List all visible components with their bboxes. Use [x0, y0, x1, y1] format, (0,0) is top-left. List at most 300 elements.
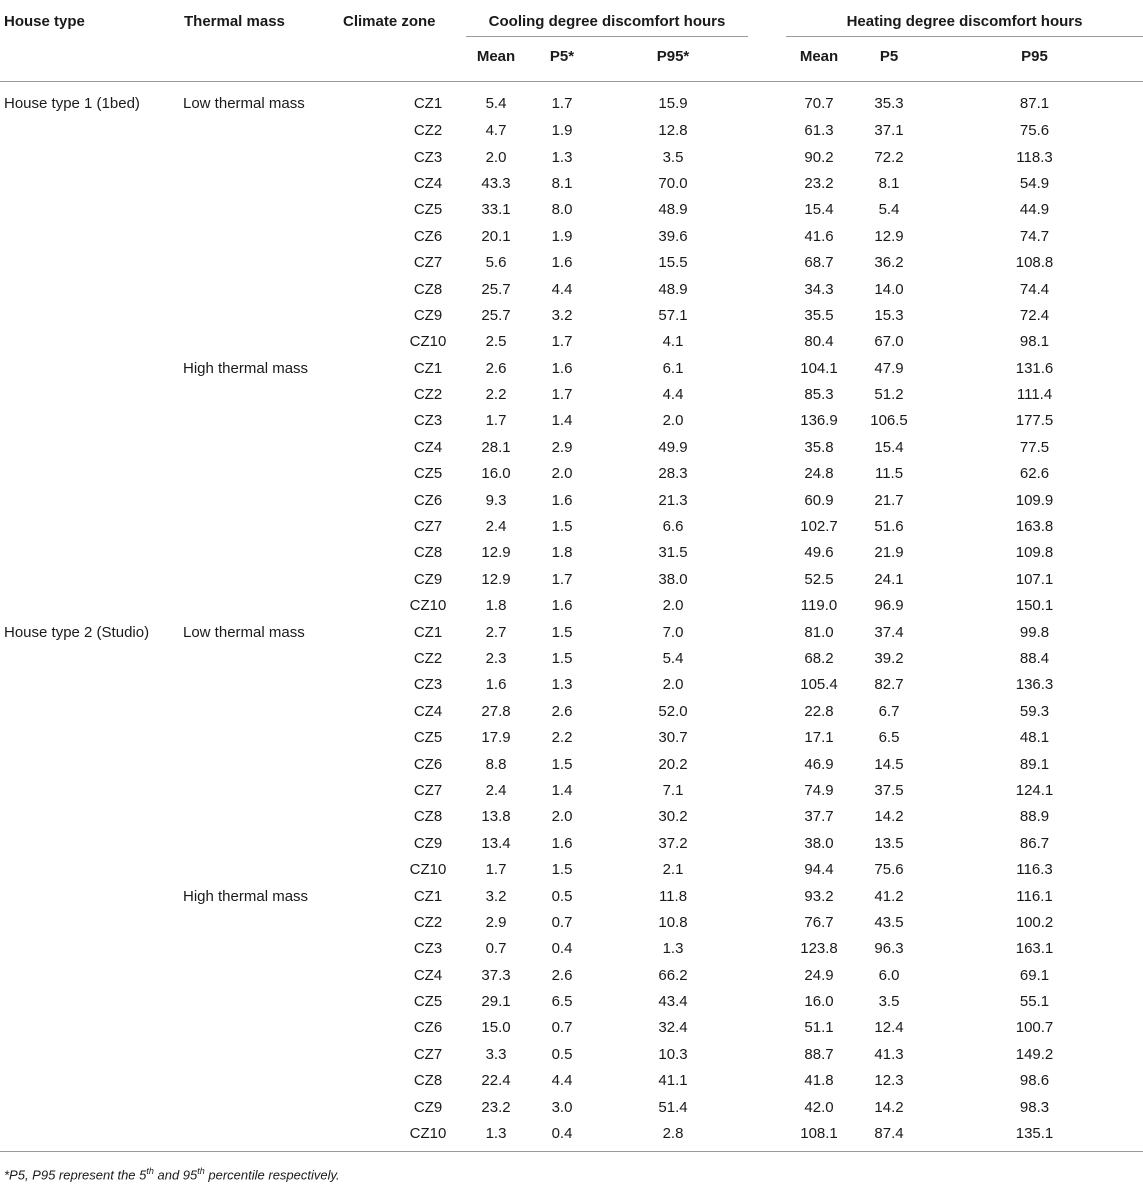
cell-gap: [748, 962, 786, 988]
cell-heating-p95: 100.7: [1015, 1019, 1054, 1037]
cell-cooling-p5: 1.6: [551, 597, 573, 615]
cell-heating-p5: 8.1: [878, 174, 900, 192]
cell-cooling-mean: 2.0: [485, 148, 507, 166]
table-row: [0, 698, 1143, 724]
cell-climate-zone: CZ3: [413, 676, 443, 694]
table-row: [0, 170, 1143, 196]
cell-cooling-p95: 2.0: [662, 412, 684, 430]
cell-thermal-mass: [180, 434, 340, 460]
cell-heating-p95: 118.3: [1016, 148, 1053, 166]
table-row: [0, 777, 1143, 803]
cell-cooling-p5: 4.4: [551, 1072, 573, 1090]
cell-heating-mean: 104.1: [800, 359, 838, 377]
table-row: [0, 856, 1143, 882]
cell-cooling-p5: 0.4: [551, 940, 573, 958]
cell-climate-zone: CZ4: [413, 702, 443, 720]
header-climate-zone: Climate zone: [343, 13, 436, 30]
cell-heating-p95: 99.8: [1019, 623, 1050, 641]
cell-heating-p5: 12.4: [874, 1019, 904, 1037]
cell-gap: [748, 81, 786, 118]
cell-house-type: [0, 487, 180, 513]
cell-cooling-p95: 66.2: [658, 966, 688, 984]
cell-thermal-mass: [180, 830, 340, 856]
cell-heating-mean: 15.4: [804, 201, 834, 219]
cell-cooling-p95: 28.3: [658, 465, 688, 483]
cell-cooling-p95: 31.5: [658, 544, 688, 562]
cell-gap: [748, 197, 786, 223]
cell-climate-zone: CZ8: [413, 280, 443, 298]
cell-heating-p5: 14.2: [874, 1098, 904, 1116]
cell-heating-p95: 62.6: [1019, 465, 1050, 483]
cell-cooling-mean: 1.3: [466, 1120, 526, 1151]
cell-cooling-p95: 48.9: [658, 280, 688, 298]
header-gap: [748, 0, 786, 38]
header-cooling-group: [466, 0, 748, 38]
cell-cooling-p95: 1.3: [662, 940, 684, 958]
cell-heating-mean: 61.3: [804, 122, 834, 140]
cell-cooling-p5: 1.7: [551, 386, 573, 404]
cell-cooling-p5: 1.5: [551, 861, 573, 879]
cell-heating-p95: 74.7: [1019, 227, 1050, 245]
cell-gap: [748, 381, 786, 407]
cell-heating-p5: 36.2: [874, 254, 904, 272]
cell-heating-mean: 80.4: [804, 333, 834, 351]
table-row: [0, 672, 1143, 698]
cell-heating-p5: 21.9: [874, 544, 904, 562]
cell-heating-p5: 39.2: [874, 650, 904, 667]
cell-heating-mean: 119.0: [800, 597, 838, 615]
cell-house-type: [0, 170, 180, 196]
footnote-sup-2: th: [197, 1165, 205, 1176]
cell-gap: [748, 777, 786, 803]
footnote-middle: and 95: [153, 1167, 198, 1183]
cell-heating-mean: 23.2: [804, 174, 834, 192]
cell-heating-p95: 44.9: [1019, 201, 1050, 219]
cell-heating-mean: 102.7: [800, 518, 838, 536]
cell-cooling-mean: 1.7: [485, 861, 507, 879]
cell-heating-p5: 6.0: [878, 966, 900, 984]
cell-thermal-mass: [180, 804, 340, 830]
cell-climate-zone: CZ6: [413, 1019, 443, 1037]
table-row: [0, 249, 1143, 275]
cell-cooling-p5: 0.4: [526, 1120, 598, 1151]
cell-heating-p95: 136.3: [1015, 676, 1054, 694]
cell-house-type: [0, 540, 180, 566]
cell-cooling-mean: 2.7: [485, 623, 507, 641]
cell-thermal-mass: [180, 223, 340, 249]
header-cooling-group-label: Cooling degree discomfort hours: [466, 13, 748, 37]
cell-heating-mean: 34.3: [804, 280, 834, 298]
cell-heating-p5: 82.7: [874, 676, 904, 694]
cell-gap: [748, 593, 786, 619]
cell-heating-mean: 46.9: [804, 755, 834, 773]
cell-gap: [748, 461, 786, 487]
cell-heating-mean: 24.8: [804, 465, 834, 483]
cell-climate-zone: CZ1: [413, 359, 443, 377]
cell-gap: [748, 513, 786, 539]
cell-climate-zone: CZ4: [413, 174, 443, 192]
cell-heating-p5: 41.3: [874, 1045, 904, 1063]
cell-heating-mean: 123.8: [800, 940, 838, 958]
cell-heating-p5: 47.9: [874, 359, 904, 377]
cell-gap: [748, 1068, 786, 1094]
cell-thermal-mass: High thermal mass: [183, 359, 309, 377]
cell-cooling-p95: 51.4: [658, 1098, 688, 1116]
cell-gap: [748, 144, 786, 170]
cell-heating-mean: 70.7: [804, 95, 834, 112]
cell-climate-zone: CZ5: [413, 993, 443, 1011]
cell-heating-p95: 72.4: [1019, 306, 1050, 324]
cell-climate-zone: CZ10: [409, 861, 447, 879]
cell-house-type: [0, 434, 180, 460]
cell-heating-p95: 150.1: [1015, 597, 1054, 615]
cell-heating-p5: 21.7: [874, 491, 904, 509]
cell-heating-p5: 51.6: [874, 518, 904, 536]
cell-heating-p5: 14.5: [874, 755, 904, 773]
cell-heating-p5: 6.7: [878, 702, 900, 720]
cell-cooling-p95: 39.6: [658, 227, 688, 245]
cell-climate-zone: CZ10: [409, 597, 447, 615]
cell-gap: [748, 830, 786, 856]
cell-house-type: [0, 118, 180, 144]
cell-cooling-p5: 1.7: [551, 570, 573, 588]
cell-heating-p5: 15.4: [874, 438, 904, 456]
cell-cooling-mean: 16.0: [481, 465, 511, 483]
cell-cooling-p5: 0.7: [551, 913, 573, 931]
cell-cooling-mean: 0.7: [485, 940, 507, 958]
cell-gap: [748, 936, 786, 962]
cell-heating-mean: 35.8: [804, 438, 834, 456]
cell-climate-zone: CZ8: [413, 1072, 443, 1090]
cell-climate-zone: CZ2: [413, 650, 443, 667]
cell-heating-p95: 98.1: [1019, 333, 1050, 351]
cell-thermal-mass: [180, 1015, 340, 1041]
cell-house-type: [0, 962, 180, 988]
cell-gap: [748, 487, 786, 513]
cell-climate-zone: CZ3: [413, 148, 443, 166]
cell-heating-mean: 108.1: [786, 1120, 852, 1151]
cell-cooling-p5: 2.6: [551, 702, 573, 720]
cell-heating-mean: 38.0: [804, 834, 834, 852]
table-row: [0, 962, 1143, 988]
cell-house-type: [0, 724, 180, 750]
cell-house-type: [0, 777, 180, 803]
cell-cooling-mean: 1.8: [485, 597, 507, 615]
cell-climate-zone: CZ7: [413, 518, 443, 536]
table-row: [0, 1068, 1143, 1094]
table-row: [0, 619, 1143, 645]
cell-cooling-p5: 1.7: [551, 333, 573, 351]
cell-heating-mean: 81.0: [804, 623, 834, 641]
cell-house-type: [0, 830, 180, 856]
cell-heating-p5: 96.3: [874, 940, 904, 958]
cell-climate-zone: CZ10: [409, 333, 447, 351]
cell-heating-p95: 177.5: [1015, 412, 1054, 430]
header-heating-group: [786, 0, 1143, 38]
footnote-suffix: percentile respectively.: [204, 1167, 340, 1183]
cell-cooling-mean: 2.4: [485, 781, 507, 799]
cell-cooling-p5: 1.5: [551, 650, 573, 667]
table-row: [0, 936, 1143, 962]
cell-gap: [748, 249, 786, 275]
cell-climate-zone: CZ9: [413, 306, 443, 324]
cell-thermal-mass: [180, 329, 340, 355]
table-row: [0, 513, 1143, 539]
cell-cooling-mean: 37.3: [481, 966, 511, 984]
cell-gap: [748, 856, 786, 882]
cell-heating-p5: 11.5: [874, 465, 904, 483]
cell-heating-p95: 89.1: [1019, 755, 1050, 773]
table-row: [0, 197, 1143, 223]
cell-climate-zone: CZ5: [413, 201, 443, 219]
cell-house-type: [0, 329, 180, 355]
cell-cooling-p5: 1.4: [551, 412, 573, 430]
cell-cooling-mean: 2.9: [485, 913, 507, 931]
cell-thermal-mass: [180, 909, 340, 935]
cell-thermal-mass: Low thermal mass: [183, 623, 305, 641]
cell-cooling-p95: 52.0: [658, 702, 688, 720]
cell-cooling-p5: 1.5: [551, 623, 573, 641]
cell-thermal-mass: [180, 777, 340, 803]
cell-heating-p5: 5.4: [878, 201, 900, 219]
cell-gap: [748, 408, 786, 434]
cell-thermal-mass: [180, 276, 340, 302]
table-row: [0, 1094, 1143, 1120]
footnote-sup-1: th: [146, 1165, 154, 1176]
cell-cooling-p95: 48.9: [658, 201, 688, 219]
cell-heating-mean: 90.2: [804, 148, 834, 166]
cell-heating-mean: 42.0: [804, 1098, 834, 1116]
cell-thermal-mass: [180, 1120, 340, 1151]
cell-gap: [748, 566, 786, 592]
cell-thermal-mass: [180, 461, 340, 487]
header-heating-p5: P5: [852, 38, 926, 81]
cell-house-type: [0, 513, 180, 539]
cell-cooling-mean: 20.1: [481, 227, 511, 245]
cell-house-type: [0, 698, 180, 724]
cell-heating-p95: 100.2: [1015, 913, 1054, 931]
cell-gap: [748, 276, 786, 302]
cell-cooling-p95: 37.2: [658, 834, 688, 852]
cell-climate-zone: CZ7: [413, 781, 443, 799]
cell-house-type: [0, 1068, 180, 1094]
cell-gap: [748, 883, 786, 909]
cell-gap: [748, 434, 786, 460]
cell-heating-p5: 24.1: [874, 570, 904, 588]
cell-thermal-mass: [180, 988, 340, 1014]
cell-house-type: [0, 249, 180, 275]
cell-house-type: [0, 197, 180, 223]
table-header: [0, 0, 1143, 81]
cell-house-type: [0, 645, 180, 671]
cell-heating-p95: 86.7: [1019, 834, 1050, 852]
table-row: [0, 751, 1143, 777]
cell-cooling-p5: 1.9: [551, 122, 573, 140]
cell-climate-zone: CZ1: [413, 887, 443, 905]
cell-cooling-mean: 5.4: [485, 95, 507, 112]
table-row: [0, 645, 1143, 671]
cell-cooling-mean: 12.9: [481, 570, 511, 588]
cell-house-type: [0, 302, 180, 328]
cell-cooling-p5: 1.3: [551, 148, 573, 166]
cell-thermal-mass: [180, 144, 340, 170]
cell-heating-p95: 69.1: [1019, 966, 1050, 984]
table-row: [0, 461, 1143, 487]
cell-cooling-p5: 1.9: [551, 227, 573, 245]
cell-heating-p95: 149.2: [1015, 1045, 1054, 1063]
cell-heating-mean: 35.5: [804, 306, 834, 324]
cell-thermal-mass: [180, 856, 340, 882]
cell-cooling-p5: 8.0: [551, 201, 573, 219]
cell-cooling-mean: 43.3: [481, 174, 511, 192]
cell-thermal-mass: [180, 513, 340, 539]
table-row: [0, 355, 1143, 381]
cell-heating-p95: 48.1: [1019, 729, 1050, 747]
cell-gap: [748, 118, 786, 144]
cell-cooling-p95: 4.1: [662, 333, 684, 351]
table-row: [0, 223, 1143, 249]
header-thermal-mass: Thermal mass: [184, 13, 285, 30]
cell-heating-p95: 135.1: [926, 1120, 1143, 1151]
footnote: [0, 1166, 1143, 1182]
cell-heating-p5: 37.5: [874, 781, 904, 799]
cell-house-type: [0, 381, 180, 407]
cell-cooling-p5: 1.3: [551, 676, 573, 694]
cell-cooling-mean: 13.4: [481, 834, 511, 852]
cell-heating-mean: 51.1: [804, 1019, 834, 1037]
cell-gap: [748, 909, 786, 935]
cell-heating-p95: 88.9: [1019, 808, 1050, 826]
cell-gap: [748, 1015, 786, 1041]
cell-heating-mean: 88.7: [804, 1045, 834, 1063]
cell-cooling-p95: 20.2: [658, 755, 688, 773]
cell-climate-zone: CZ6: [413, 227, 443, 245]
header-blank: [180, 38, 340, 81]
cell-cooling-p5: 1.5: [551, 755, 573, 773]
cell-house-type: [0, 1041, 180, 1067]
cell-cooling-mean: 2.5: [485, 333, 507, 351]
cell-climate-zone: CZ10: [340, 1120, 466, 1151]
cell-gap: [748, 751, 786, 777]
header-cooling-p95: P95*: [598, 38, 748, 81]
cell-heating-p95: 116.1: [1016, 887, 1053, 905]
table-row: [0, 381, 1143, 407]
table-row: [0, 144, 1143, 170]
cell-climate-zone: CZ9: [413, 570, 443, 588]
cell-heating-p5: 13.5: [874, 834, 904, 852]
header-heating-mean: Mean: [786, 38, 852, 81]
cell-heating-mean: 22.8: [804, 702, 834, 720]
cell-gap: [748, 540, 786, 566]
cell-gap: [748, 619, 786, 645]
cell-cooling-p5: 2.6: [551, 966, 573, 984]
header-heating-p95: P95: [926, 38, 1143, 81]
cell-climate-zone: CZ5: [413, 729, 443, 747]
cell-heating-p5: 37.1: [874, 122, 904, 140]
table-row: [0, 540, 1143, 566]
cell-cooling-mean: 33.1: [481, 201, 511, 219]
cell-heating-mean: 93.2: [804, 887, 834, 905]
cell-cooling-mean: 1.7: [485, 412, 507, 430]
cell-cooling-mean: 2.4: [485, 518, 507, 536]
cell-climate-zone: CZ4: [413, 966, 443, 984]
cell-cooling-p5: 6.5: [551, 993, 573, 1011]
cell-heating-p95: 163.1: [1015, 940, 1054, 958]
cell-thermal-mass: [180, 249, 340, 275]
cell-climate-zone: CZ2: [413, 386, 443, 404]
cell-heating-p5: 75.6: [874, 861, 904, 879]
table-row: [0, 804, 1143, 830]
cell-house-type: [0, 751, 180, 777]
table-row: [0, 593, 1143, 619]
cell-cooling-p5: 1.6: [551, 359, 573, 377]
cell-cooling-p5: 3.0: [551, 1098, 573, 1116]
table-row: [0, 118, 1143, 144]
cell-gap: [748, 645, 786, 671]
cell-cooling-p5: 0.5: [551, 1045, 573, 1063]
cell-cooling-p5: 3.2: [551, 306, 573, 324]
cell-cooling-mean: 8.8: [485, 755, 507, 773]
cell-heating-mean: 74.9: [804, 781, 834, 799]
cell-cooling-mean: 5.6: [485, 254, 507, 272]
cell-heating-p5: 37.4: [874, 623, 904, 641]
cell-climate-zone: CZ6: [413, 491, 443, 509]
cell-thermal-mass: [180, 593, 340, 619]
cell-heating-p5: 3.5: [878, 993, 900, 1011]
cell-heating-p5: 6.5: [878, 729, 900, 747]
cell-heating-mean: 94.4: [804, 861, 834, 879]
cell-heating-p5: 72.2: [874, 148, 904, 166]
cell-cooling-mean: 27.8: [481, 702, 511, 720]
cell-climate-zone: CZ1: [413, 95, 443, 112]
cell-cooling-p95: 6.6: [662, 518, 684, 536]
cell-heating-mean: 41.8: [804, 1072, 834, 1090]
cell-gap: [748, 302, 786, 328]
cell-heating-mean: 41.6: [804, 227, 834, 245]
cell-cooling-mean: 3.2: [485, 887, 507, 905]
cell-climate-zone: CZ5: [413, 465, 443, 483]
cell-cooling-mean: 15.0: [481, 1019, 511, 1037]
cell-heating-p5: 51.2: [874, 386, 904, 404]
table-row: [0, 276, 1143, 302]
cell-heating-p5: 43.5: [874, 913, 904, 931]
cell-heating-p5: 41.2: [874, 887, 904, 905]
cell-cooling-p5: 2.2: [551, 729, 573, 747]
cell-cooling-p95: 10.3: [658, 1045, 688, 1063]
cell-cooling-mean: 25.7: [481, 280, 511, 298]
cell-house-type: House type 2 (Studio): [4, 623, 150, 641]
header-blank: [0, 38, 180, 81]
cell-thermal-mass: [180, 672, 340, 698]
cell-cooling-p95: 10.8: [658, 913, 688, 931]
cell-thermal-mass: [180, 645, 340, 671]
cell-gap: [748, 1120, 786, 1151]
table-row: [0, 909, 1143, 935]
cell-cooling-p5: 0.5: [551, 887, 573, 905]
table-row: [0, 566, 1143, 592]
header-cooling-mean: Mean: [466, 38, 526, 81]
cell-heating-p95: 54.9: [1019, 174, 1050, 192]
cell-thermal-mass: High thermal mass: [183, 887, 309, 905]
cell-heating-mean: 49.6: [804, 544, 834, 562]
cell-heating-mean: 17.1: [804, 729, 834, 747]
cell-heating-mean: 136.9: [800, 412, 838, 430]
cell-cooling-p95: 2.8: [598, 1120, 748, 1151]
cell-heating-p5: 106.5: [870, 412, 908, 430]
cell-cooling-mean: 12.9: [481, 544, 511, 562]
cell-cooling-p5: 0.7: [551, 1019, 573, 1037]
cell-climate-zone: CZ8: [413, 544, 443, 562]
